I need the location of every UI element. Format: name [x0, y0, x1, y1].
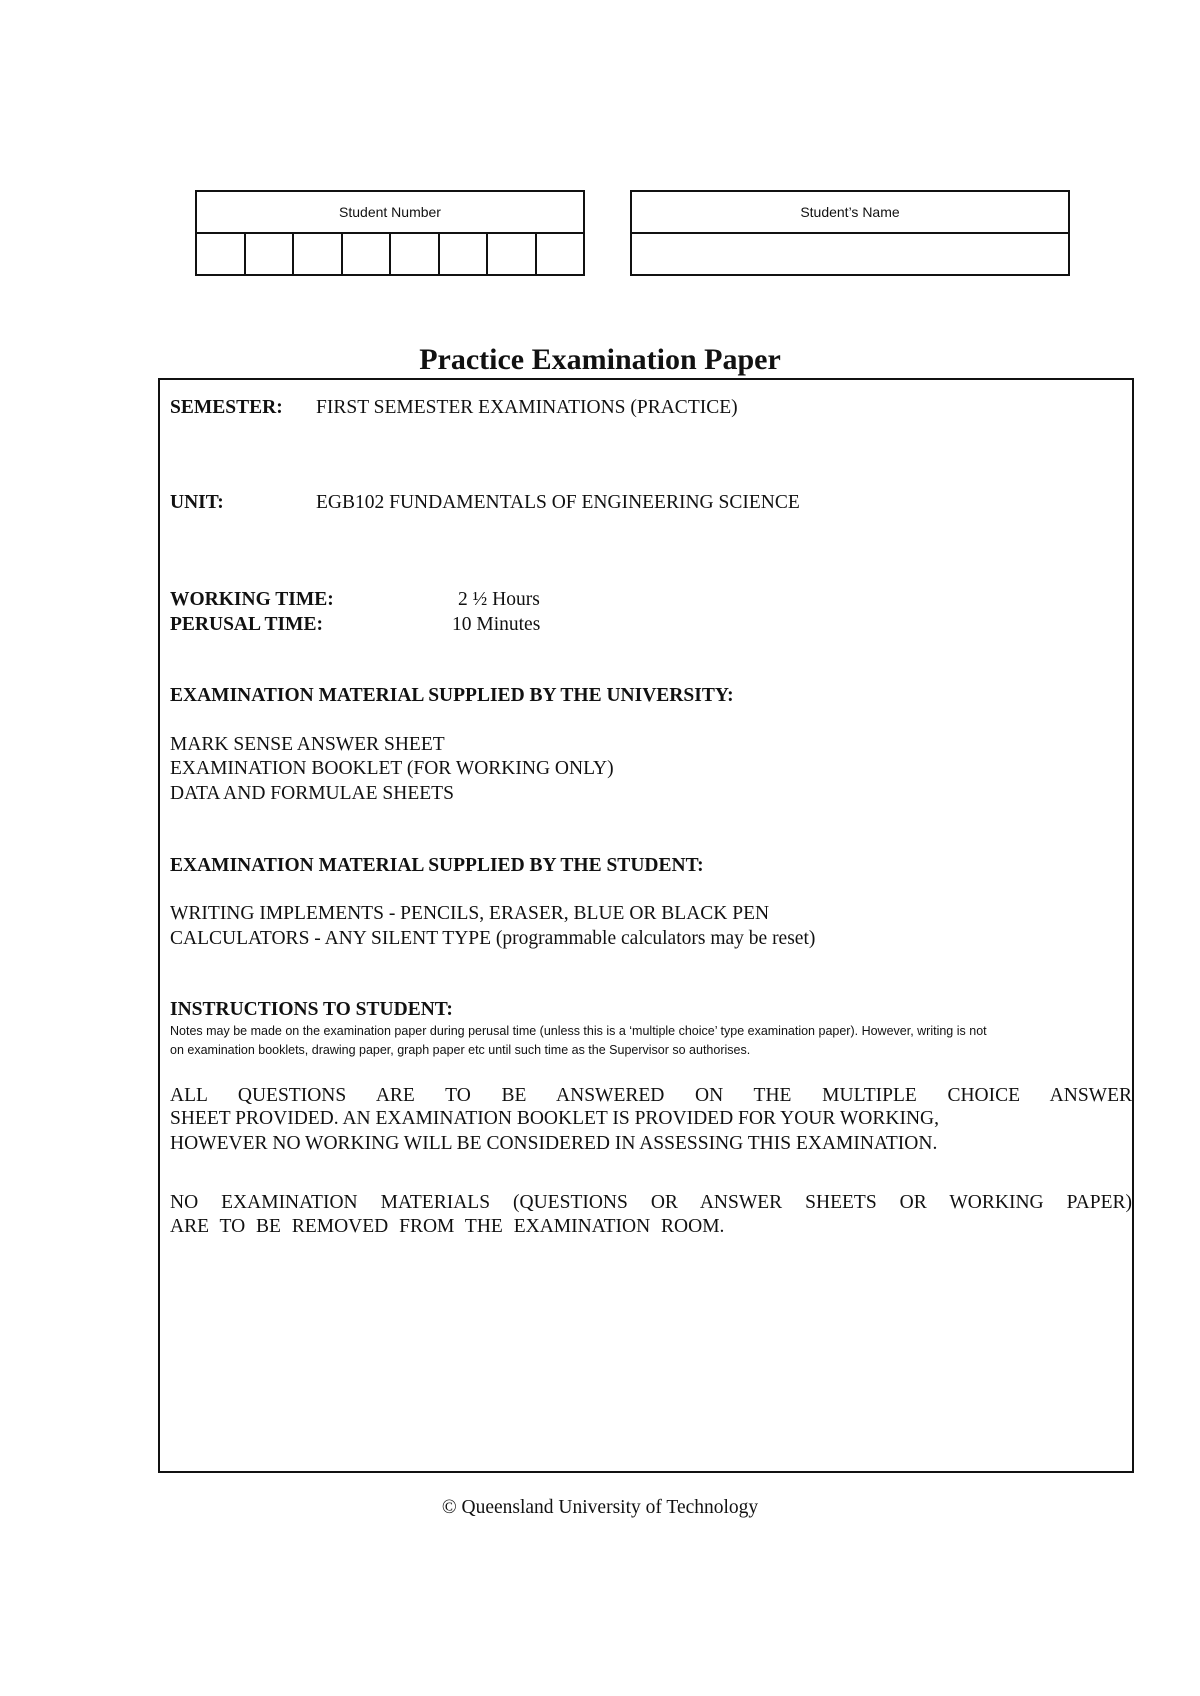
student-number-cells: [197, 234, 583, 274]
student-number-label: Student Number: [197, 192, 583, 234]
copyright-footer: © Queensland University of Technology: [441, 1497, 759, 1518]
working-time-label: WORKING TIME:: [170, 589, 334, 610]
student-number-cell[interactable]: [197, 234, 246, 274]
instructions-heading: INSTRUCTIONS TO STUDENT:: [170, 999, 453, 1020]
student-number-cell[interactable]: [294, 234, 343, 274]
semester-label: SEMESTER:: [170, 397, 283, 418]
semester-value: FIRST SEMESTER EXAMINATIONS (PRACTICE): [316, 397, 738, 418]
student-number-cell[interactable]: [391, 234, 440, 274]
instructions-note-line: Notes may be made on the examination paper during perusal time (unless this is a ‘multiple choice’ type examination paper). However, writing is not: [170, 1024, 987, 1038]
unit-value: EGB102 FUNDAMENTALS OF ENGINEERING SCIENCE: [316, 492, 800, 513]
student-material-item: WRITING IMPLEMENTS - PENCILS, ERASER, BLUE OR BLACK PEN: [170, 903, 770, 924]
student-name-label: Student’s Name: [632, 192, 1068, 234]
student-number-cell[interactable]: [440, 234, 489, 274]
instructions-paragraph-line: SHEET PROVIDED. AN EXAMINATION BOOKLET IS PROVIDED FOR YOUR WORKING,: [170, 1108, 939, 1129]
instructions-paragraph-line: HOWEVER NO WORKING WILL BE CONSIDERED IN ASSESSING THIS EXAMINATION.: [170, 1133, 938, 1154]
university-material-heading: EXAMINATION MATERIAL SUPPLIED BY THE UNIVERSITY:: [170, 685, 734, 706]
student-number-cell[interactable]: [343, 234, 392, 274]
instructions-note-line: on examination booklets, drawing paper, graph paper etc until such time as the Supervisor so authorises.: [170, 1043, 751, 1057]
university-material-item: MARK SENSE ANSWER SHEET: [170, 734, 445, 755]
unit-label: UNIT:: [170, 492, 224, 513]
working-time-value: 2 ½ Hours: [458, 589, 540, 610]
student-number-cell[interactable]: [246, 234, 295, 274]
student-name-box: [630, 190, 1070, 276]
student-number-cell[interactable]: [488, 234, 537, 274]
university-material-item: DATA AND FORMULAE SHEETS: [170, 783, 454, 804]
student-number-cell[interactable]: [537, 234, 584, 274]
student-material-heading: EXAMINATION MATERIAL SUPPLIED BY THE STUDENT:: [170, 855, 704, 876]
student-number-box: [195, 190, 585, 276]
instructions-paragraph-line: ALL QUESTIONS ARE TO BE ANSWERED ON THE MULTIPLE CHOICE ANSWER: [170, 1085, 1132, 1106]
student-material-item: CALCULATORS - ANY SILENT TYPE (programmable calculators may be reset): [170, 928, 816, 949]
instructions-paragraph-line: NO EXAMINATION MATERIALS (QUESTIONS OR ANSWER SHEETS OR WORKING PAPER): [170, 1192, 1132, 1213]
page-title: Practice Examination Paper: [419, 343, 781, 376]
university-material-item: EXAMINATION BOOKLET (FOR WORKING ONLY): [170, 758, 614, 779]
perusal-time-value: 10 Minutes: [452, 614, 541, 635]
student-name-field[interactable]: [632, 234, 1068, 274]
instructions-paragraph-line: ARE TO BE REMOVED FROM THE EXAMINATION ROOM.: [170, 1216, 725, 1237]
perusal-time-label: PERUSAL TIME:: [170, 614, 323, 635]
